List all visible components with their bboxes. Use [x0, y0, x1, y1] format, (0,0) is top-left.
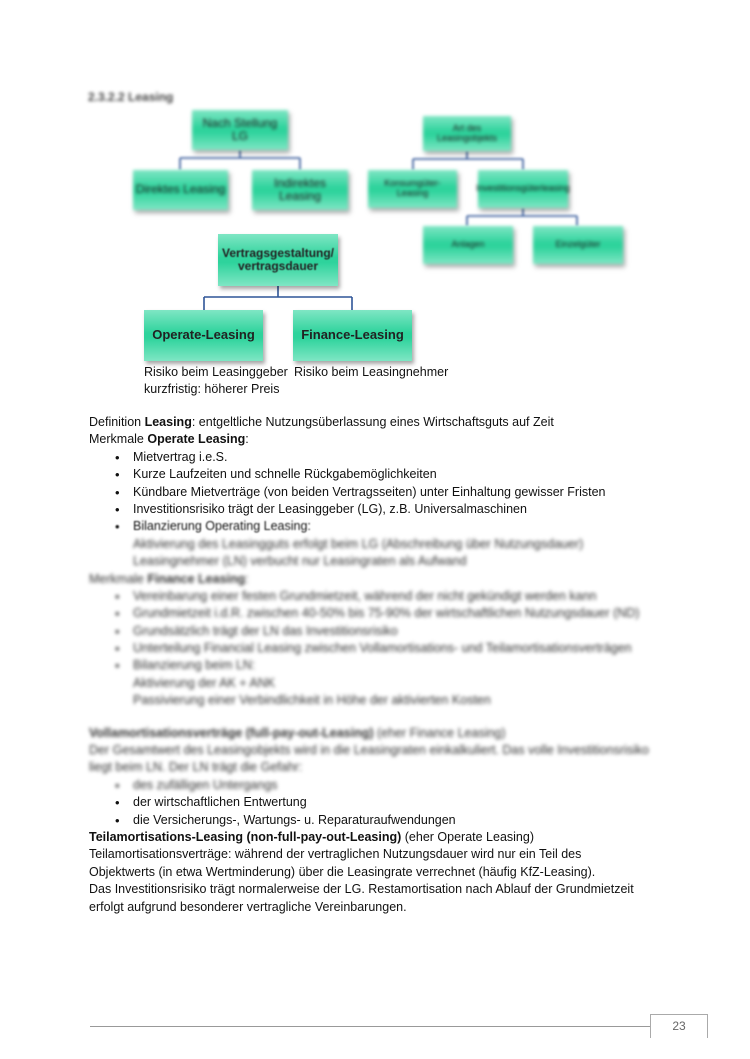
- list-item: • Grundsätzlich trägt der LN das Investitionsrisiko: [89, 623, 659, 640]
- body-text: [89, 414, 659, 916]
- list-item: • Vereinbarung einer festen Grundmietzeit, während der nicht gekündigt werden kann: [89, 588, 659, 605]
- diagram-main-root: [218, 234, 338, 286]
- list-item: • des zufälligen Untergangs: [89, 777, 659, 794]
- finance-suffix: :: [245, 571, 249, 586]
- definition-term: Leasing: [144, 415, 192, 429]
- diagram-right-child: Konsumgüter-Leasing: [368, 170, 457, 208]
- diagram-right-child: Investitionsgüterleasing: [478, 170, 568, 208]
- operate-sub-line: Aktivierung des Leasingguts erfolgt beim LG (Abschreibung über Nutzungsdauer): [133, 536, 584, 551]
- operate-note-line: kurzfristig: höherer Preis: [144, 382, 280, 396]
- diagram-right-grandchild: Einzelgüter: [533, 226, 623, 264]
- finance-sub-line: Aktivierung der AK + ANK: [133, 675, 276, 690]
- diagram-left-root: Nach Stellung LG: [192, 110, 288, 150]
- operate-note: [144, 364, 288, 398]
- operate-list: [89, 449, 659, 536]
- list-item: • Kündbare Mietverträge (von beiden Vertragsseiten) unter Einhaltung gewisser Fristen: [89, 484, 659, 501]
- voll-line: Der Gesamtwert des Leasingobjekts wird in die Leasingraten einkalkuliert. Das volle Investitionsrisiko: [89, 743, 649, 758]
- list-item: • Mietvertrag i.e.S.: [89, 449, 659, 466]
- diagram-main-root-label: Vertragsgestaltung/vertragsdauer: [221, 245, 335, 273]
- teil-line: Objektwerts (in etwa Wertminderung) über die Leasingrate verrechnet (häufig KfZ-Leasing).: [89, 864, 596, 879]
- operate-prefix: Merkmale: [89, 432, 148, 447]
- operate-sub-line: Leasingnehmer (LN) verbucht nur Leasingraten als Aufwand: [133, 554, 467, 569]
- list-item: • der wirtschaftlichen Entwertung: [89, 794, 659, 811]
- diagram-left-child: Indirektes Leasing: [252, 170, 348, 210]
- teil-title-suffix: (eher Operate Leasing): [401, 829, 534, 844]
- diagram-left-child: Direktes Leasing: [133, 170, 228, 210]
- list-item: • Investitionsrisiko trägt der Leasinggeber (LG), z.B. Universalmaschinen: [89, 501, 659, 518]
- section-heading: 2.3.2.2 Leasing: [88, 90, 174, 104]
- list-item: • Kurze Laufzeiten und schnelle Rückgabemöglichkeiten: [89, 466, 659, 483]
- list-item: • Bilanzierung beim LN:: [89, 657, 659, 674]
- definition-prefix: Definition: [89, 415, 145, 429]
- list-item: • Bilanzierung Operating Leasing:: [89, 518, 659, 535]
- voll-line: liegt beim LN. Der LN trägt die Gefahr:: [89, 760, 303, 775]
- teil-line: Teilamortisationsverträge: während der vertraglichen Nutzungsdauer wird nur ein Teil des: [89, 847, 582, 862]
- finance-sub-line: Passivierung einer Verbindlichkeit in Höhe der aktivierten Kosten: [133, 693, 491, 708]
- finance-list: [89, 588, 659, 675]
- voll-list-blurred: [89, 777, 659, 794]
- definition-text: : entgeltliche Nutzungsüberlassung eines Wirtschaftsguts auf Zeit: [191, 415, 554, 429]
- diagram-finance-leasing: Finance-Leasing: [293, 310, 412, 361]
- definition-line: [89, 414, 659, 431]
- operate-term: Operate Leasing: [147, 432, 246, 447]
- teil-title: Teilamortisations-Leasing (non-full-pay-out-Leasing): [89, 829, 402, 844]
- diagram-right-grandchild: Anlagen: [423, 226, 513, 264]
- footer-divider: [90, 1026, 650, 1027]
- operate-suffix: :: [245, 432, 249, 447]
- voll-heading: [89, 725, 659, 742]
- voll-list: [89, 794, 659, 829]
- finance-term: Finance Leasing: [147, 571, 246, 586]
- teil-line: Das Investitionsrisiko trägt normalerweise der LG. Restamortisation nach Ablauf der Grundmietzeit: [89, 882, 634, 897]
- diagram-operate-leasing: Operate-Leasing: [144, 310, 263, 361]
- finance-heading: [89, 571, 659, 588]
- finance-note: Risiko beim Leasingnehmer: [294, 365, 449, 379]
- page-number: 23: [650, 1014, 708, 1038]
- list-item: • die Versicherungs-, Wartungs- u. Reparaturaufwendungen: [89, 812, 659, 829]
- operate-note-line: Risiko beim Leasinggeber: [144, 365, 288, 379]
- operate-heading: [89, 431, 659, 448]
- diagram-right-root: Art des Leasingobjekts: [423, 116, 511, 151]
- teil-line: erfolgt aufgrund besonderer vertragliche Vereinbarungen.: [89, 899, 407, 914]
- voll-title: Vollamortisationsverträge (full-pay-out-Leasing): [89, 725, 374, 740]
- finance-prefix: Merkmale: [89, 571, 148, 586]
- list-item: • Grundmietzeit i.d.R. zwischen 40-50% bis 75-90% der wirtschaftlichen Nutzungsdauer (ND): [89, 605, 659, 622]
- voll-title-suffix: (eher Finance Leasing): [373, 725, 506, 740]
- list-item: • Unterteilung Financial Leasing zwischen Vollamortisations- und Teilamortisationsverträgen: [89, 640, 659, 657]
- teil-heading: [89, 829, 659, 846]
